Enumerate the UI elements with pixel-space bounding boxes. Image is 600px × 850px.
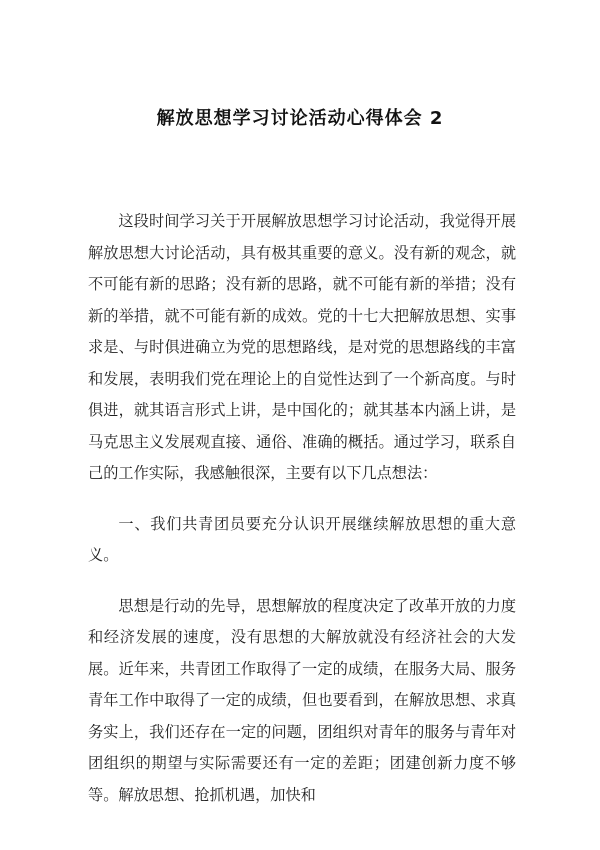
document-title: 解放思想学习讨论活动心得体会 2 [156, 108, 444, 129]
paragraph-intro: 这段时间学习关于开展解放思想学习讨论活动，我觉得开展解放思想大讨论活动，具有极其重要的意义。没有新的观念，就不可能有新的思路；没有新的思路，就不可能有新的举措；没有新的举措，就不可能有新的成效。党的十七大把解放思想、实事求是、与时俱进确立为党的思想路线，是对党的思想路线的丰富和发展，表明我们党在理论上的自觉性达到了一个新高度。与时俱进，就其语言形式上讲，是中国化的；就其基本内涵上讲，是马克思主义发展观直接、通俗、准确的概括。通过学习，联系自己的工作实际，我感触很深，主要有以下几点想法： [88, 212, 516, 482]
document-body [88, 206, 516, 811]
paragraph-section-heading: 一、我们共青团员要充分认识开展继续解放思想的重大意义。 [88, 514, 516, 564]
paragraph-thought-guidance: 思想是行动的先导，思想解放的程度决定了改革开放的力度和经济发展的速度，没有思想的大解放就没有经济社会的大发展。近年来，共青团工作取得了一定的成绩，在服务大局、服务青年工作中取得了一定的成绩，但也要看到，在解放思想、求真务实上，我们还存在一定的问题，团组织对青年的服务与青年对团组织的期望与实际需要还有一定的差距；团建创新力度不够等。解放思想、抢抓机遇，加快和 [88, 596, 516, 804]
